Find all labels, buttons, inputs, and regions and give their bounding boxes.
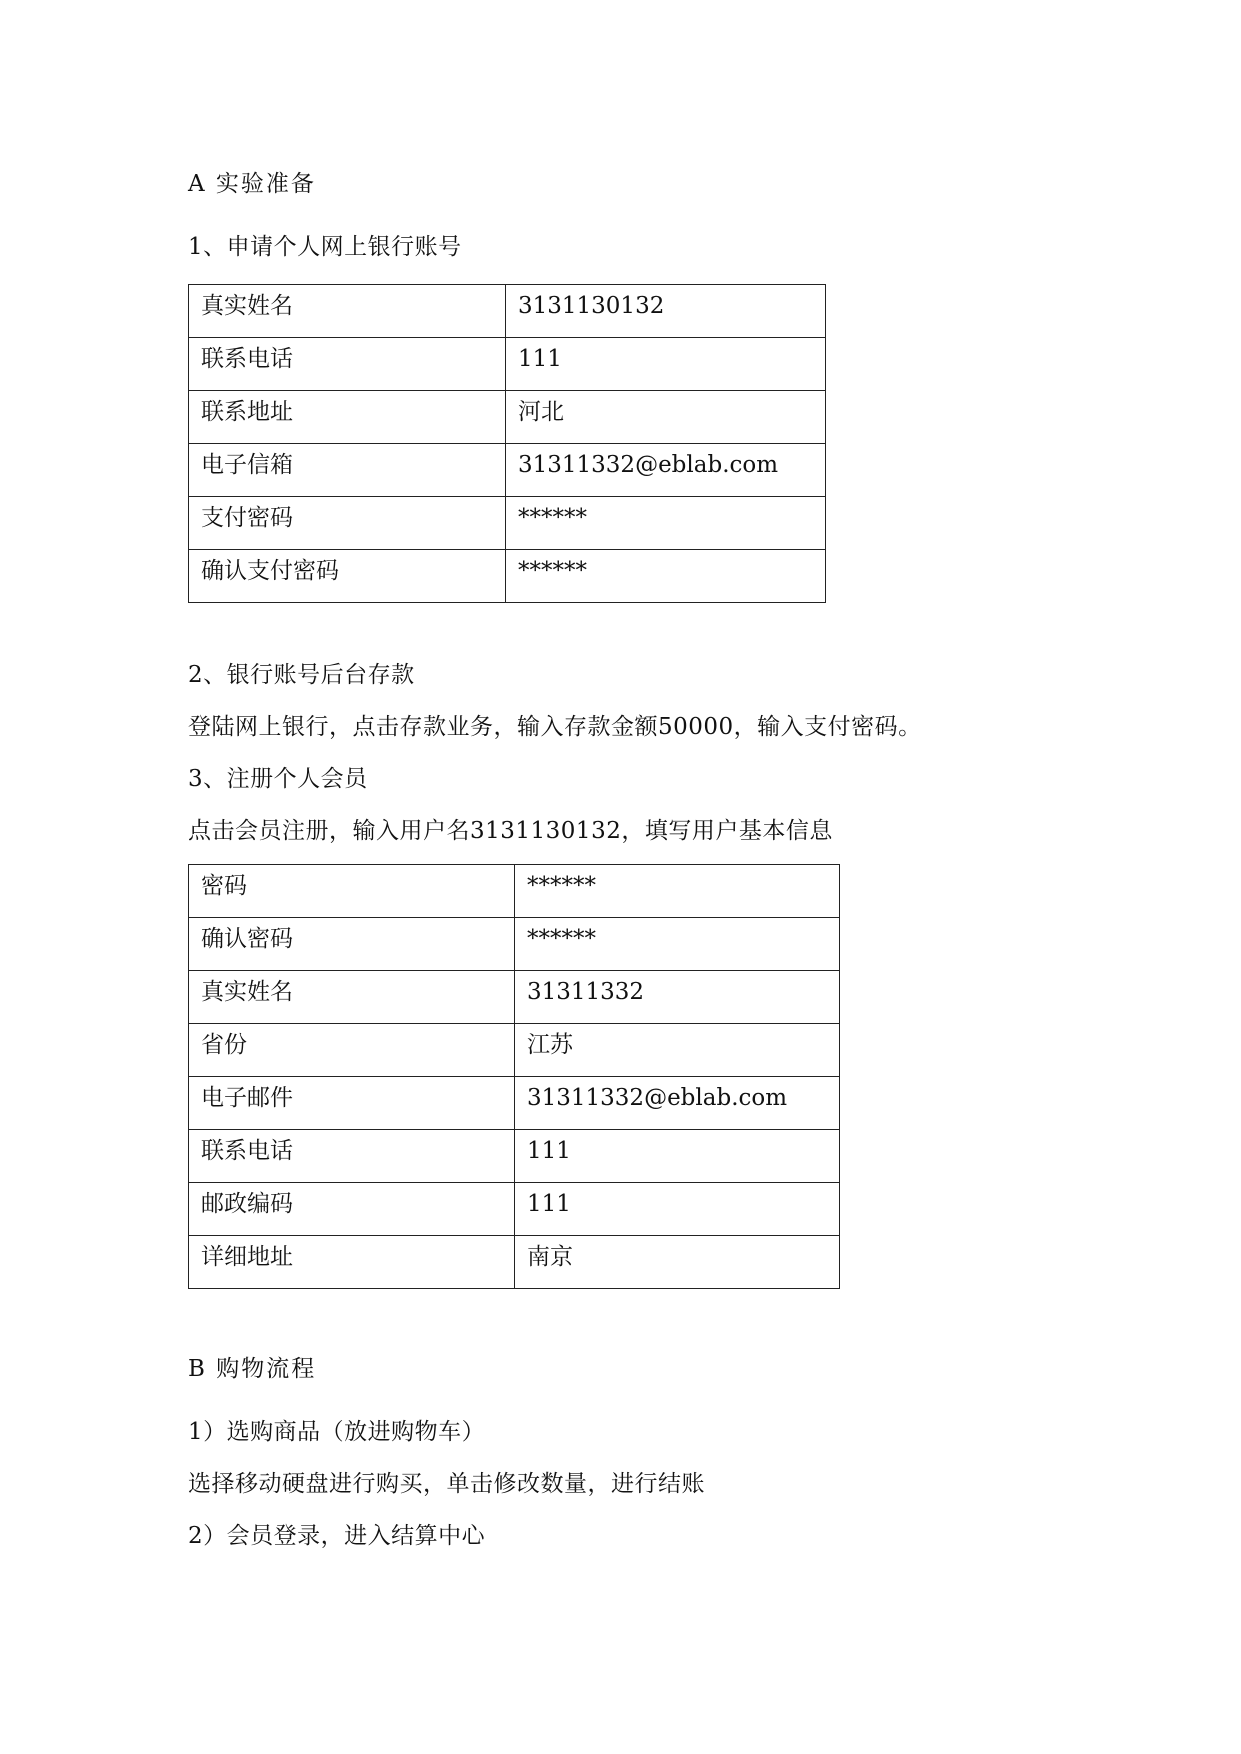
field-label: 电子邮件 (189, 1077, 515, 1130)
member-info-table (188, 864, 840, 1289)
field-label: 联系地址 (189, 391, 506, 444)
field-label: 确认密码 (189, 918, 515, 971)
table-row (189, 1183, 840, 1236)
step2-text: 登陆网上银行，点击存款业务，输入存款金额50000，输入支付密码。 (188, 714, 922, 740)
field-label: 真实姓名 (189, 971, 515, 1024)
table-row (189, 1024, 840, 1077)
field-label: 联系电话 (189, 338, 506, 391)
table-row (189, 444, 826, 497)
table-row (189, 1236, 840, 1289)
section-b-title: B 购物流程 (188, 1356, 317, 1382)
field-value: ****** (515, 865, 840, 918)
table-row (189, 550, 826, 603)
shopping-step1-heading: 1）选购商品（放进购物车） (188, 1419, 486, 1445)
table-row (189, 918, 840, 971)
step3-heading: 3、注册个人会员 (188, 766, 368, 792)
table-row (189, 971, 840, 1024)
field-label: 联系电话 (189, 1130, 515, 1183)
shopping-step2-heading: 2）会员登录，进入结算中心 (188, 1523, 486, 1549)
table-row (189, 865, 840, 918)
field-value: 111 (515, 1130, 840, 1183)
field-value: ****** (515, 918, 840, 971)
table-row (189, 285, 826, 338)
field-value: 南京 (515, 1236, 840, 1289)
field-value: 3131130132 (506, 285, 826, 338)
table-row (189, 497, 826, 550)
field-value: 31311332@eblab.com (506, 444, 826, 497)
table-row (189, 1077, 840, 1130)
field-value: 31311332 (515, 971, 840, 1024)
table-row (189, 1130, 840, 1183)
field-value: 111 (515, 1183, 840, 1236)
field-value: 111 (506, 338, 826, 391)
field-label: 省份 (189, 1024, 515, 1077)
field-label: 电子信箱 (189, 444, 506, 497)
table-row (189, 338, 826, 391)
field-label: 密码 (189, 865, 515, 918)
field-value: ****** (506, 550, 826, 603)
step2-heading: 2、银行账号后台存款 (188, 662, 415, 688)
field-value: 河北 (506, 391, 826, 444)
field-label: 详细地址 (189, 1236, 515, 1289)
field-value: 江苏 (515, 1024, 840, 1077)
shopping-step1-text: 选择移动硬盘进行购买，单击修改数量，进行结账 (188, 1471, 705, 1497)
field-value: 31311332@eblab.com (515, 1077, 840, 1130)
field-label: 支付密码 (189, 497, 506, 550)
step3-text: 点击会员注册，输入用户名3131130132，填写用户基本信息 (188, 818, 833, 844)
bank-account-table (188, 284, 826, 603)
field-label: 确认支付密码 (189, 550, 506, 603)
step1-heading: 1、申请个人网上银行账号 (188, 234, 462, 260)
section-a-title: A 实验准备 (188, 171, 316, 197)
field-label: 邮政编码 (189, 1183, 515, 1236)
table-row (189, 391, 826, 444)
field-label: 真实姓名 (189, 285, 506, 338)
field-value: ****** (506, 497, 826, 550)
